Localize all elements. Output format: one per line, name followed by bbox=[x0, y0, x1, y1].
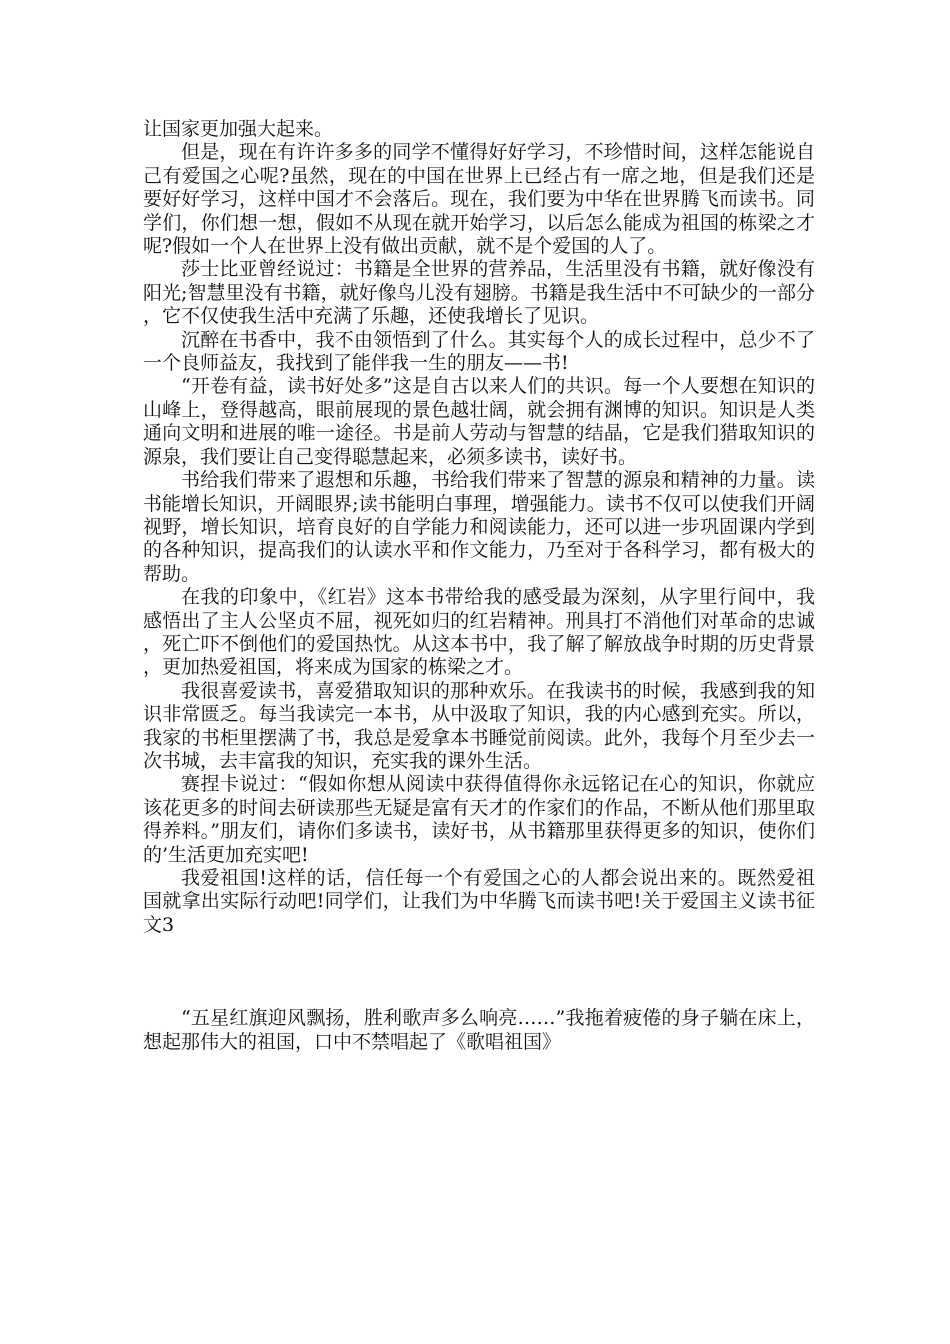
paragraph: 我很喜爱读书，喜爱猎取知识的那种欢乐。在我读书的时候，我感到我的知识非常匮乏。每当我读完一本书，从中汲取了知识，我的内心感到充实。所以，我家的书柜里摆满了书，我总是爱拿本书睡觉前阅读。此外，我每个月至少去一次书城，去丰富我的知识，充实我的课外生活。 bbox=[143, 679, 815, 772]
section-gap bbox=[143, 937, 815, 1007]
paragraph: 书给我们带来了遐想和乐趣，书给我们带来了智慧的源泉和精神的力量。读书能增长知识，开阔眼界;读书能明白事理，增强能力。读书不仅可以使我们开阔视野，增长知识，培育良好的自学能力和阅读能力，还可以进一步巩固课内学到的各种知识，提高我们的认读水平和作文能力，乃至对于各科学习，都有极大的帮助。 bbox=[143, 469, 815, 585]
paragraph-continuation: 让国家更加强大起来。 bbox=[143, 118, 334, 140]
paragraph: “五星红旗迎风飘扬，胜利歌声多么响亮……”我拖着疲倦的身子躺在床上，想起那伟大的祖国，口中不禁唱起了《歌唱祖国》 bbox=[143, 1007, 815, 1053]
paragraph: 但是，现在有许许多多的同学不懂得好好学习，不珍惜时间，这样怎能说自己有爱国之心呢?虽然，现在的中国在世界上已经占有一席之地，但是我们还是要好好学习，这样中国才不会落后。现在，我们要为中华在世界腾飞而读书。同学们，你们想一想，假如不从现在就开始学习，以后怎么能成为祖国的栋梁之才呢?假如一个人在世界上没有做出贡献，就不是个爱国的人了。 bbox=[143, 141, 815, 258]
paragraph: 莎士比亚曾经说过：书籍是全世界的营养品，生活里没有书籍，就好像没有阳光;智慧里没有书籍，就好像鸟儿没有翅膀。书籍是我生活中不可缺少的一部分，它不仅使我生活中充满了乐趣，还使我增长了见识。 bbox=[143, 258, 815, 328]
paragraph: 在我的印象中，《红岩》这本书带给我的感受最为深刻，从字里行间中，我感悟出了主人公坚贞不屈，视死如归的红岩精神。刑具打不消他们对革命的忠诚，死亡吓不倒他们的爱国热忱。从这本书中，我了解了解放战争时期的历史背景，更加热爱祖国，将来成为国家的栋梁之才。 bbox=[143, 586, 815, 679]
paragraph: 我爱祖国!这样的话，信任每一个有爱国之心的人都会说出来的。既然爱祖国就拿出实际行动吧!同学们，让我们为中华腾飞而读书吧!关于爱国主义读书征文3 bbox=[143, 867, 815, 936]
paragraph: 沉醉在书香中，我不由领悟到了什么。其实每个人的成长过程中，总少不了一个良师益友，我找到了能伴我一生的朋友——书! bbox=[143, 328, 815, 375]
document-body bbox=[143, 118, 815, 1054]
paragraph: 赛捏卡说过：“假如你想从阅读中获得值得你永远铭记在心的知识，你就应该花更多的时间去研读那些无疑是富有天才的作家们的作品，不断从他们那里取得养料。”朋友们，请你们多读书，读好书，从书籍那里获得更多的知识，使你们的’生活更加充实吧! bbox=[143, 773, 815, 866]
paragraph: “开卷有益，读书好处多”这是自古以来人们的共识。每一个人要想在知识的山峰上，登得越高，眼前展现的景色越壮阔，就会拥有渊博的知识。知识是人类通向文明和进展的唯一途径。书是前人劳动与智慧的结晶，它是我们猎取知识的源泉，我们要让自己变得聪慧起来，必须多读书，读好书。 bbox=[143, 375, 815, 468]
